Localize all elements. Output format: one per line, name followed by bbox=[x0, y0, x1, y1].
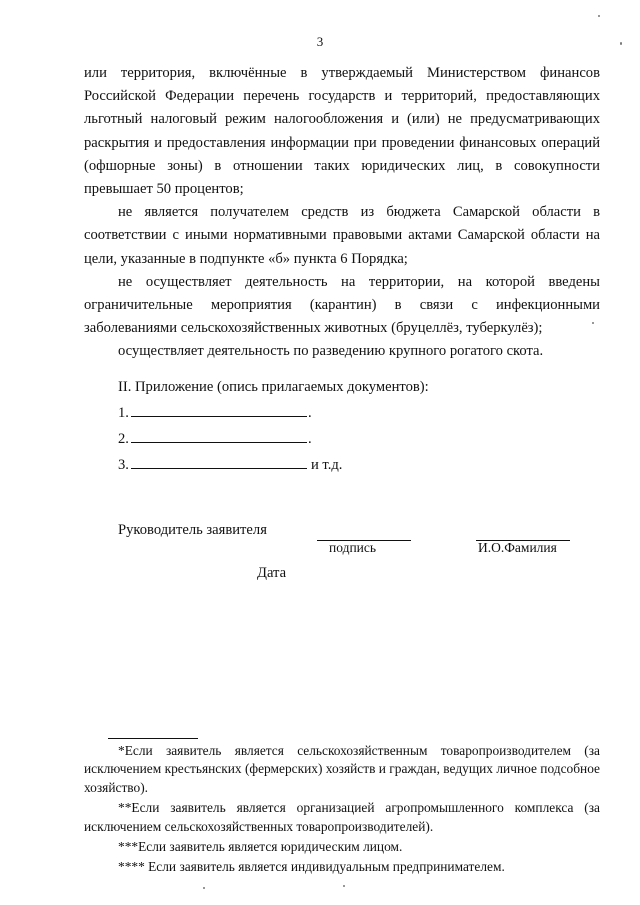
scan-speck bbox=[592, 322, 594, 324]
footnote-2: **Если заявитель является организацией агропромышленного комплекса (за исключением сельскохозяйственных товаропроизводителей). bbox=[84, 800, 600, 834]
footnote-3: ***Если заявитель является юридическим лицом. bbox=[118, 839, 403, 855]
name-caption: И.О.Фамилия bbox=[478, 540, 557, 555]
appendix-item-number: 3. bbox=[118, 457, 129, 473]
scan-speck bbox=[343, 885, 345, 887]
appendix-item-2 bbox=[84, 426, 600, 452]
scan-speck bbox=[620, 42, 622, 45]
appendix-item-number: 1. bbox=[118, 405, 129, 421]
signature-line bbox=[317, 540, 411, 541]
scan-speck bbox=[203, 887, 205, 889]
signature-caption: подпись bbox=[329, 540, 377, 555]
appendix-item-number: 2. bbox=[118, 431, 129, 447]
footnote-4: **** Если заявитель является индивидуальным предпринимателем. bbox=[118, 859, 505, 875]
appendix-section bbox=[84, 374, 600, 478]
appendix-item-suffix: . bbox=[307, 431, 312, 447]
appendix-item-1 bbox=[84, 400, 600, 426]
footnotes bbox=[84, 742, 600, 877]
appendix-blank-line bbox=[131, 402, 307, 417]
appendix-blank-line bbox=[131, 428, 307, 443]
page-number: 3 bbox=[316, 34, 324, 49]
name-line bbox=[476, 540, 570, 541]
signatory-label: Руководитель заявителя bbox=[118, 522, 267, 538]
appendix-heading: II. Приложение (опись прилагаемых документов): bbox=[118, 379, 429, 395]
paragraph-1: или территория, включённые в утверждаемый Министерством финансов Российской Федерации перечень государств и территорий, предоставляющих льготный налоговый режим налогообложения и (или) не предусматривающих раскрытия и предоставления информации при проведении финансовых операций (офшорные зоны) в отношении таких юридических лиц, в совокупности превышает 50 процентов; bbox=[84, 65, 600, 198]
appendix-item-suffix: и т.д. bbox=[310, 457, 343, 473]
footnote-divider bbox=[108, 738, 198, 739]
footnote-1: *Если заявитель является сельскохозяйственным товаропроизводителем (за исключением крестьянских (фермерских) хозяйств и граждан, ведущих личное подсобное хозяйство). bbox=[84, 743, 600, 795]
appendix-item-suffix: . bbox=[307, 405, 312, 421]
appendix-item-3 bbox=[84, 452, 600, 478]
appendix-blank-line bbox=[131, 454, 307, 469]
scan-speck bbox=[598, 15, 600, 17]
paragraph-3: не осуществляет деятельность на территории, на которой введены ограничительные мероприятия (карантин) в связи с инфекционными заболеваниями сельскохозяйственных животных (бруцеллёз, туберкулёз); bbox=[84, 273, 600, 337]
date-label: Дата bbox=[257, 565, 287, 581]
paragraph-2: не является получателем средств из бюджета Самарской области в соответствии с иными нормативными правовыми актами Самарской области на цели, указанные в подпункте «б» пункта 6 Порядка; bbox=[84, 204, 600, 267]
body-text bbox=[84, 62, 600, 364]
paragraph-4: осуществляет деятельность по разведению крупного рогатого скота. bbox=[118, 343, 544, 360]
